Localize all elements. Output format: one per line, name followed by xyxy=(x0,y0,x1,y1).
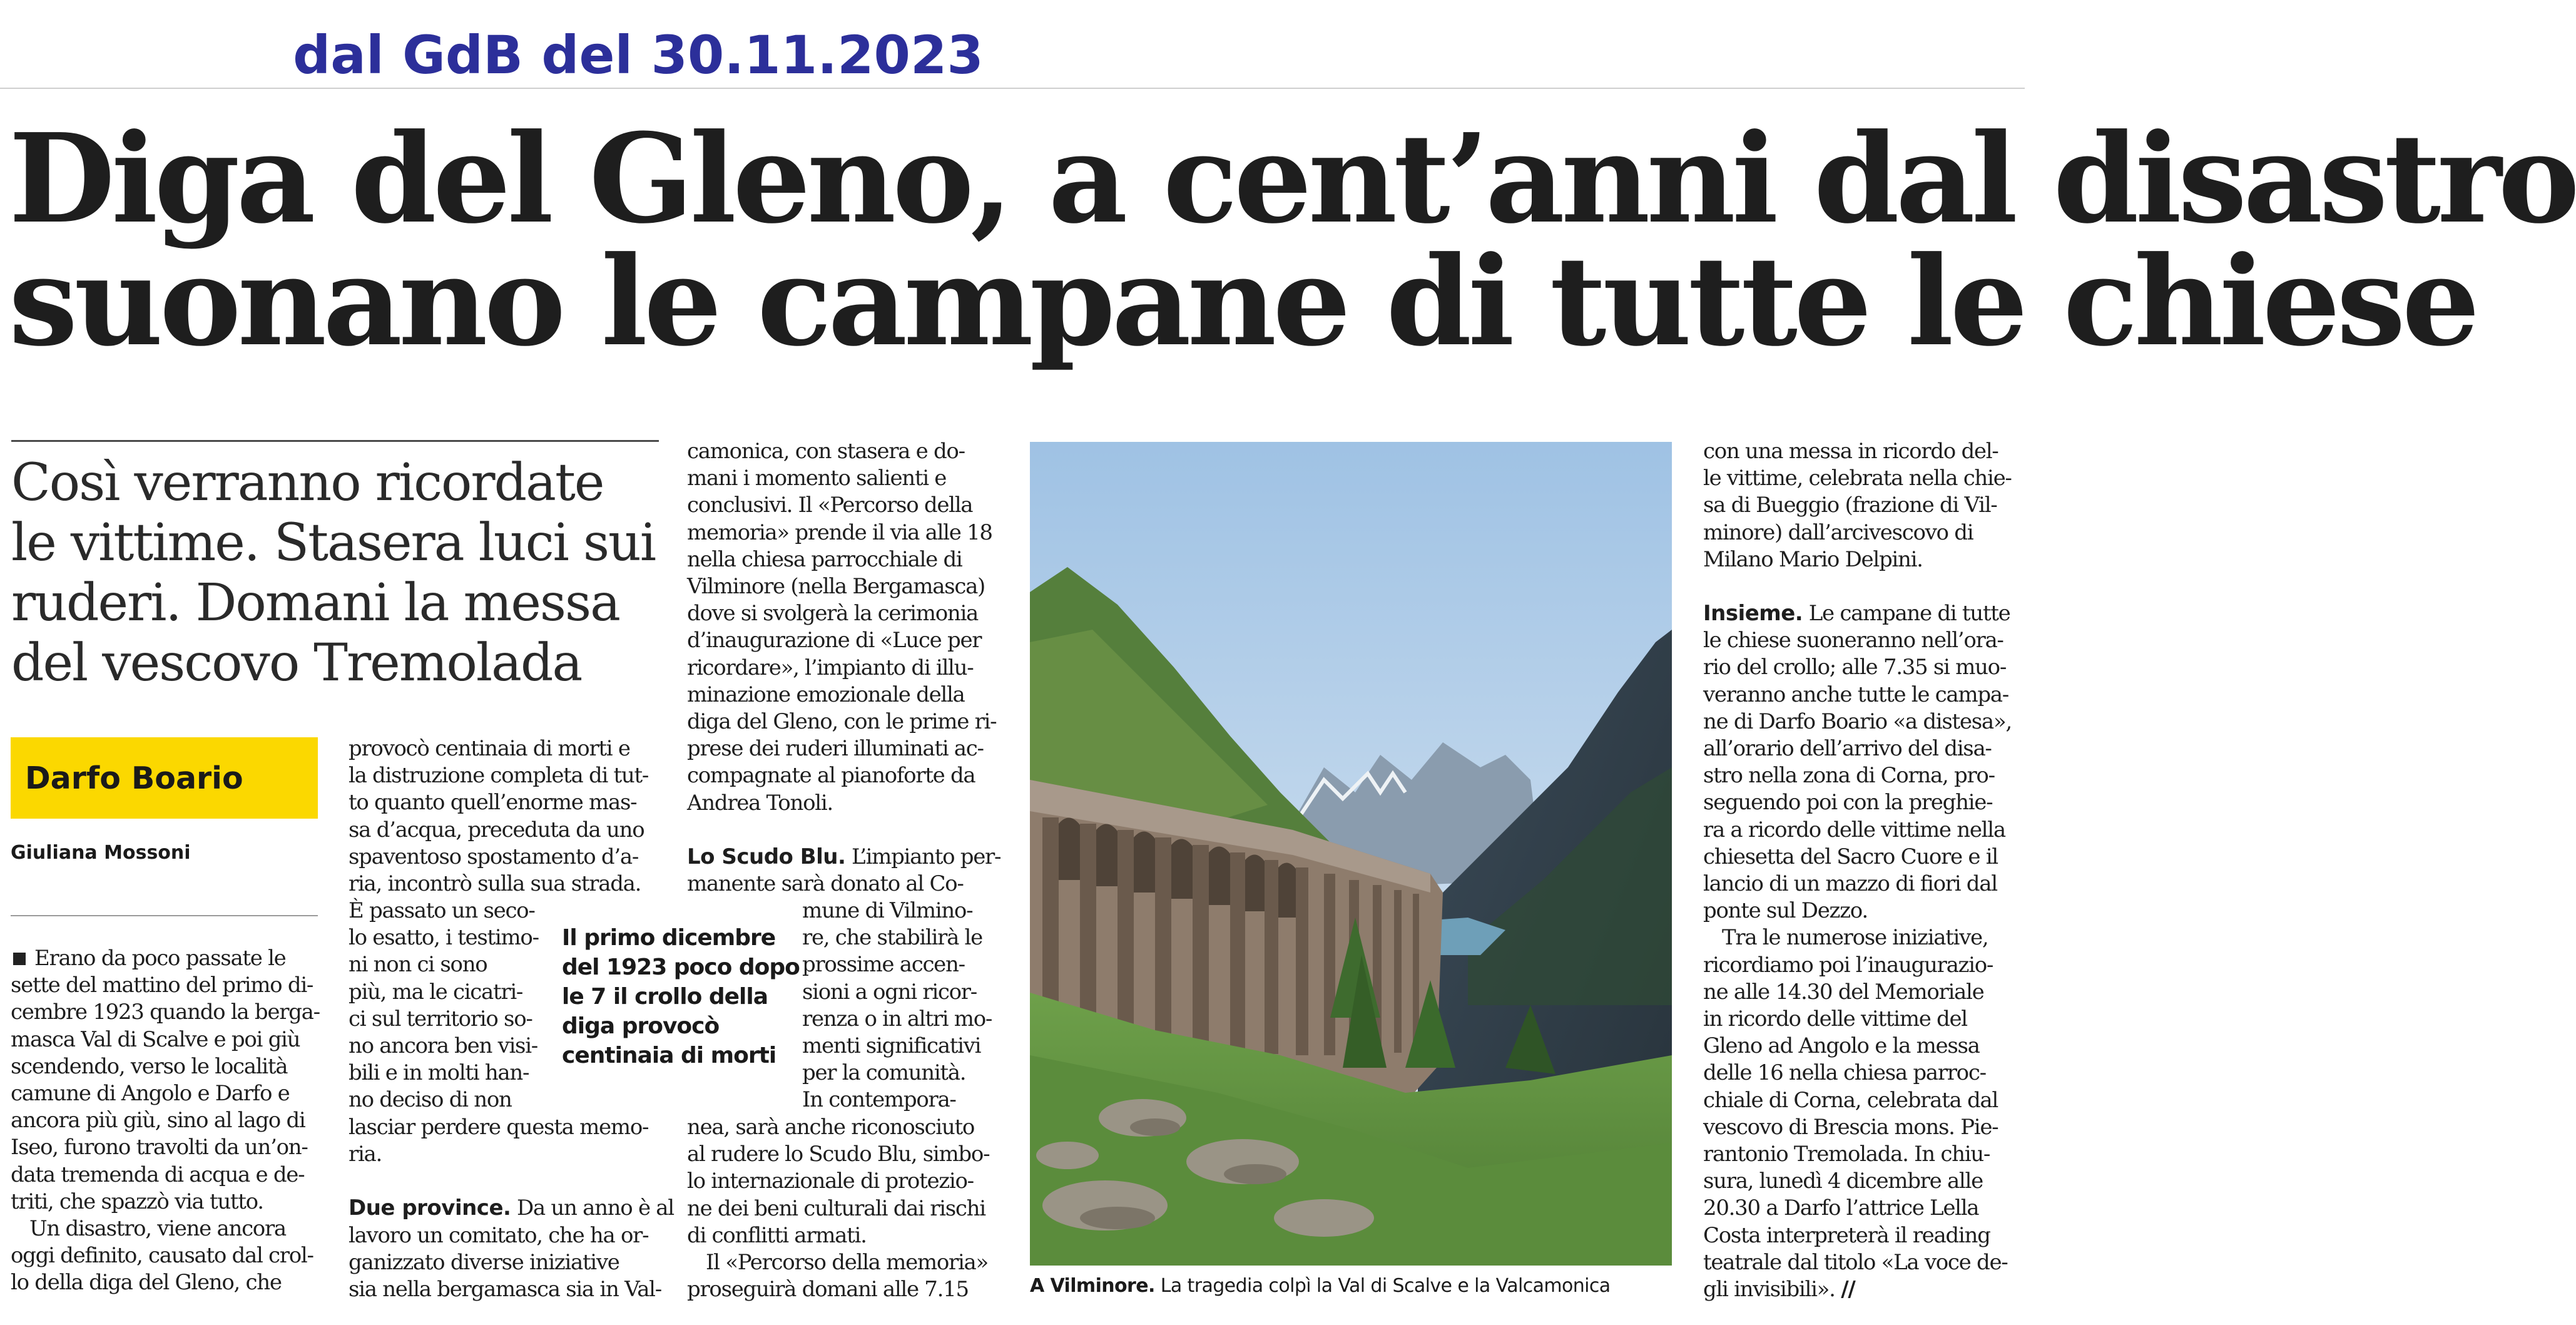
text-line: data tremenda di acqua e de- xyxy=(11,1162,305,1187)
text-line: sia nella bergamasca sia in Val- xyxy=(349,1277,661,1302)
text-line: più, ma le cicatri- xyxy=(349,979,523,1005)
subtitle-line: del vescovo Tremolada xyxy=(11,633,582,693)
text-line: no ancora ben visi- xyxy=(349,1033,537,1059)
pull-quote-line: centinaia di morti xyxy=(562,1043,776,1068)
text-line: la distruzione completa di tut- xyxy=(349,763,649,789)
text-line: ra a ricordo delle vittime nella xyxy=(1703,817,2005,842)
text-line: re, che stabilirà le xyxy=(802,925,982,951)
author-byline: Giuliana Mossoni xyxy=(11,842,191,864)
text-line: ancora più giù, sino al lago di xyxy=(11,1108,305,1133)
pull-quote-line: del 1923 poco dopo xyxy=(562,954,800,980)
text-line: diga del Gleno, con le prime ri- xyxy=(687,709,997,735)
text-line: camonica, con stasera e do- xyxy=(687,439,965,464)
text-line: lo della diga del Gleno, che xyxy=(11,1270,282,1296)
subtitle-rule xyxy=(11,440,659,442)
text-line: veranno anche tutte le campa- xyxy=(1703,682,2008,707)
text-line: triti, che spazzò via tutto. xyxy=(11,1189,263,1214)
text-line: lo internazionale di protezio- xyxy=(687,1169,974,1194)
text-line: le vittime, celebrata nella chie- xyxy=(1703,466,2012,491)
text-line: manente sarà donato al Co- xyxy=(687,871,964,897)
text-line: sette del mattino del primo di- xyxy=(11,973,313,998)
pull-quote-line: le 7 il crollo della xyxy=(562,984,768,1010)
text-line: vescovo di Brescia mons. Pie- xyxy=(1703,1114,1998,1140)
subtitle-line: le vittime. Stasera luci sui xyxy=(11,513,656,573)
text-line: ni non ci sono xyxy=(349,952,487,978)
text-line: In contempora- xyxy=(802,1087,956,1113)
text-line: mani i momento salienti e xyxy=(687,466,947,491)
text-line: oggi definito, causato dal crol- xyxy=(11,1243,313,1269)
text-line: Un disastro, viene ancora xyxy=(29,1216,286,1242)
text-line: per la comunità. xyxy=(802,1060,966,1086)
text-line: Due province. Da un anno è al xyxy=(349,1195,674,1221)
subheading-scudo-blu: Lo Scudo Blu. xyxy=(687,844,846,869)
text-line: minazione emozionale della xyxy=(687,682,965,707)
text-line: chiesetta del Sacro Cuore e il xyxy=(1703,844,1998,869)
caption-text: La tragedia colpì la Val di Scalve e la Valcamonica xyxy=(1154,1275,1611,1297)
subtitle-line: ruderi. Domani la messa xyxy=(11,573,619,633)
text-line: le chiese suoneranno nell’ora- xyxy=(1703,628,2003,653)
text-line: sura, lunedì 4 dicembre alle xyxy=(1703,1169,1983,1194)
text-line: rio del crollo; alle 7.35 si muo- xyxy=(1703,655,2007,680)
text-line: provocò centinaia di morti e xyxy=(349,736,630,761)
text-line: ria, incontrò sulla sua strada. xyxy=(349,871,641,897)
section-tag: Darfo Boario xyxy=(25,760,243,796)
text-line: camune di Angolo e Darfo e xyxy=(11,1081,290,1107)
article-column-3-bottom xyxy=(687,1114,995,1303)
headline xyxy=(9,107,2576,374)
text-line: È passato un seco- xyxy=(349,898,535,923)
caption-lead: A Vilminore. xyxy=(1030,1275,1155,1297)
text-line: Erano da poco passate le xyxy=(11,945,318,972)
text-line: Il «Percorso della memoria» xyxy=(706,1250,989,1276)
text-line: delle 16 nella chiesa parroc- xyxy=(1703,1060,1986,1086)
text-line: stro nella zona di Corna, pro- xyxy=(1703,763,1995,789)
text-line: lasciar perdere questa memo- xyxy=(349,1115,649,1140)
text-line: ne dei beni culturali dai rischi xyxy=(687,1195,985,1221)
photo-caption xyxy=(1030,1275,1611,1297)
text-line: bili e in molti han- xyxy=(349,1060,529,1086)
text-line: gli invisibili». // xyxy=(1703,1277,1855,1302)
text-line: Tra le numerose iniziative, xyxy=(1722,925,1988,951)
subheading-due-province: Due province. xyxy=(349,1195,511,1221)
top-divider xyxy=(0,88,2025,89)
text-line: proseguirà domani alle 7.15 xyxy=(687,1277,969,1302)
text-line: Lo Scudo Blu. L’impianto per- xyxy=(687,844,1001,869)
dam-photo xyxy=(1030,442,1672,1266)
subheading-insieme: Insieme. xyxy=(1703,601,1803,627)
text-line: ci sul territorio so- xyxy=(349,1006,532,1031)
text-line: nea, sarà anche riconosciuto xyxy=(687,1115,974,1140)
text-line: teatrale dal titolo «La voce de- xyxy=(1703,1249,2008,1275)
text-line: Iseo, furono travolti da un’on- xyxy=(11,1135,308,1160)
text-line: all’orario dell’arrivo del disa- xyxy=(1703,736,1992,762)
text-line: prossime accen- xyxy=(802,952,965,978)
pull-quote xyxy=(562,923,800,1070)
text-line: ne alle 14.30 del Memoriale xyxy=(1703,979,1984,1005)
article-column-3-narrow xyxy=(802,898,995,1114)
text-line: sioni a ogni ricor- xyxy=(802,979,977,1005)
text-line: Costa interpreterà il reading xyxy=(1703,1222,1990,1248)
text-line: to quanto quell’enorme mas- xyxy=(349,790,637,816)
text-line: Gleno ad Angolo e la messa xyxy=(1703,1033,1980,1059)
source-line: dal GdB del 30.11.2023 xyxy=(293,24,984,86)
text-line: minore) dall’arcivescovo di xyxy=(1703,519,1973,545)
text-line: 20.30 a Darfo l’attrice Lella xyxy=(1703,1195,1979,1221)
article-column-3-top xyxy=(687,438,1001,898)
text-line: sa d’acqua, preceduta da uno xyxy=(349,817,644,842)
article-column-4 xyxy=(1703,438,2013,1303)
text-line: ricordare», l’impianto di illu- xyxy=(687,655,974,680)
bullet-square-icon xyxy=(13,953,26,965)
byline-rule xyxy=(11,915,318,916)
text-line: ganizzato diverse iniziative xyxy=(349,1249,619,1275)
text-line: seguendo poi con la preghie- xyxy=(1703,790,1993,816)
text-line: in ricordo delle vittime del xyxy=(1703,1006,1967,1032)
text-line: lancio di un mazzo di fiori dal xyxy=(1703,871,1997,897)
text-line: al rudere lo Scudo Blu, simbo- xyxy=(687,1142,990,1167)
text-line: con una messa in ricordo del- xyxy=(1703,439,1998,464)
text-line: ricordiamo poi l’inaugurazio- xyxy=(1703,952,1993,978)
text-line: memoria» prende il via alle 18 xyxy=(687,519,992,545)
text-line: lavoro un comitato, che ha or- xyxy=(349,1222,649,1248)
text-line: lo esatto, i testimo- xyxy=(349,925,539,951)
text-line: ponte sul Dezzo. xyxy=(1703,898,1868,924)
text-line: mune di Vilmino- xyxy=(802,898,973,923)
text-line: rantonio Tremolada. In chiu- xyxy=(1703,1142,1990,1167)
text-line: Andrea Tonoli. xyxy=(687,790,833,816)
text-line: conclusivi. Il «Percorso della xyxy=(687,493,973,518)
text-line: cembre 1923 quando la berga- xyxy=(11,1000,320,1025)
text-line: Milano Mario Delpini. xyxy=(1703,546,1923,572)
text-line: sa di Bueggio (frazione di Vil- xyxy=(1703,493,1997,518)
text-line: dove si svolgerà la cerimonia xyxy=(687,601,979,627)
pull-quote-line: Il primo dicembre xyxy=(562,925,776,951)
text-line: chiale di Corna, celebrata dal xyxy=(1703,1087,1998,1113)
text-line: Vilminore (nella Bergamasca) xyxy=(687,574,985,600)
text-line: renza o in altri mo- xyxy=(802,1006,992,1031)
text-line: Insieme. Le campane di tutte xyxy=(1703,601,2010,627)
text-line: ne di Darfo Boario «a distesa», xyxy=(1703,709,2012,734)
subtitle-line: Così verranno ricordate xyxy=(11,453,604,513)
text-line: masca Val di Scalve e poi giù xyxy=(11,1026,300,1052)
headline-line-2: suonano le campane di tutte le chiese xyxy=(9,230,2477,374)
pull-quote-line: diga provocò xyxy=(562,1013,720,1039)
text-line: ria. xyxy=(349,1142,382,1167)
text-line: scendendo, verso le località xyxy=(11,1053,288,1079)
article-column-2-narrow xyxy=(349,898,539,1114)
headline-line-1: Diga del Gleno, a cent’anni dal disastro xyxy=(9,107,2576,251)
text-line: d’inaugurazione di «Luce per xyxy=(687,628,982,653)
subtitle xyxy=(11,453,662,693)
article-column-2-top xyxy=(349,735,656,898)
article-column-1 xyxy=(11,945,318,1297)
text-line: compagnate al pianoforte da xyxy=(687,763,975,789)
text-line: menti significativi xyxy=(802,1033,981,1059)
article-column-2-bottom xyxy=(349,1114,674,1303)
text-line: spaventoso spostamento d’a- xyxy=(349,844,639,869)
text-line: no deciso di non xyxy=(349,1087,512,1113)
text-line: nella chiesa parrocchiale di xyxy=(687,546,962,572)
text-line: prese dei ruderi illuminati ac- xyxy=(687,736,984,762)
end-mark: // xyxy=(1841,1277,1855,1302)
text-line: di conflitti armati. xyxy=(687,1222,867,1248)
